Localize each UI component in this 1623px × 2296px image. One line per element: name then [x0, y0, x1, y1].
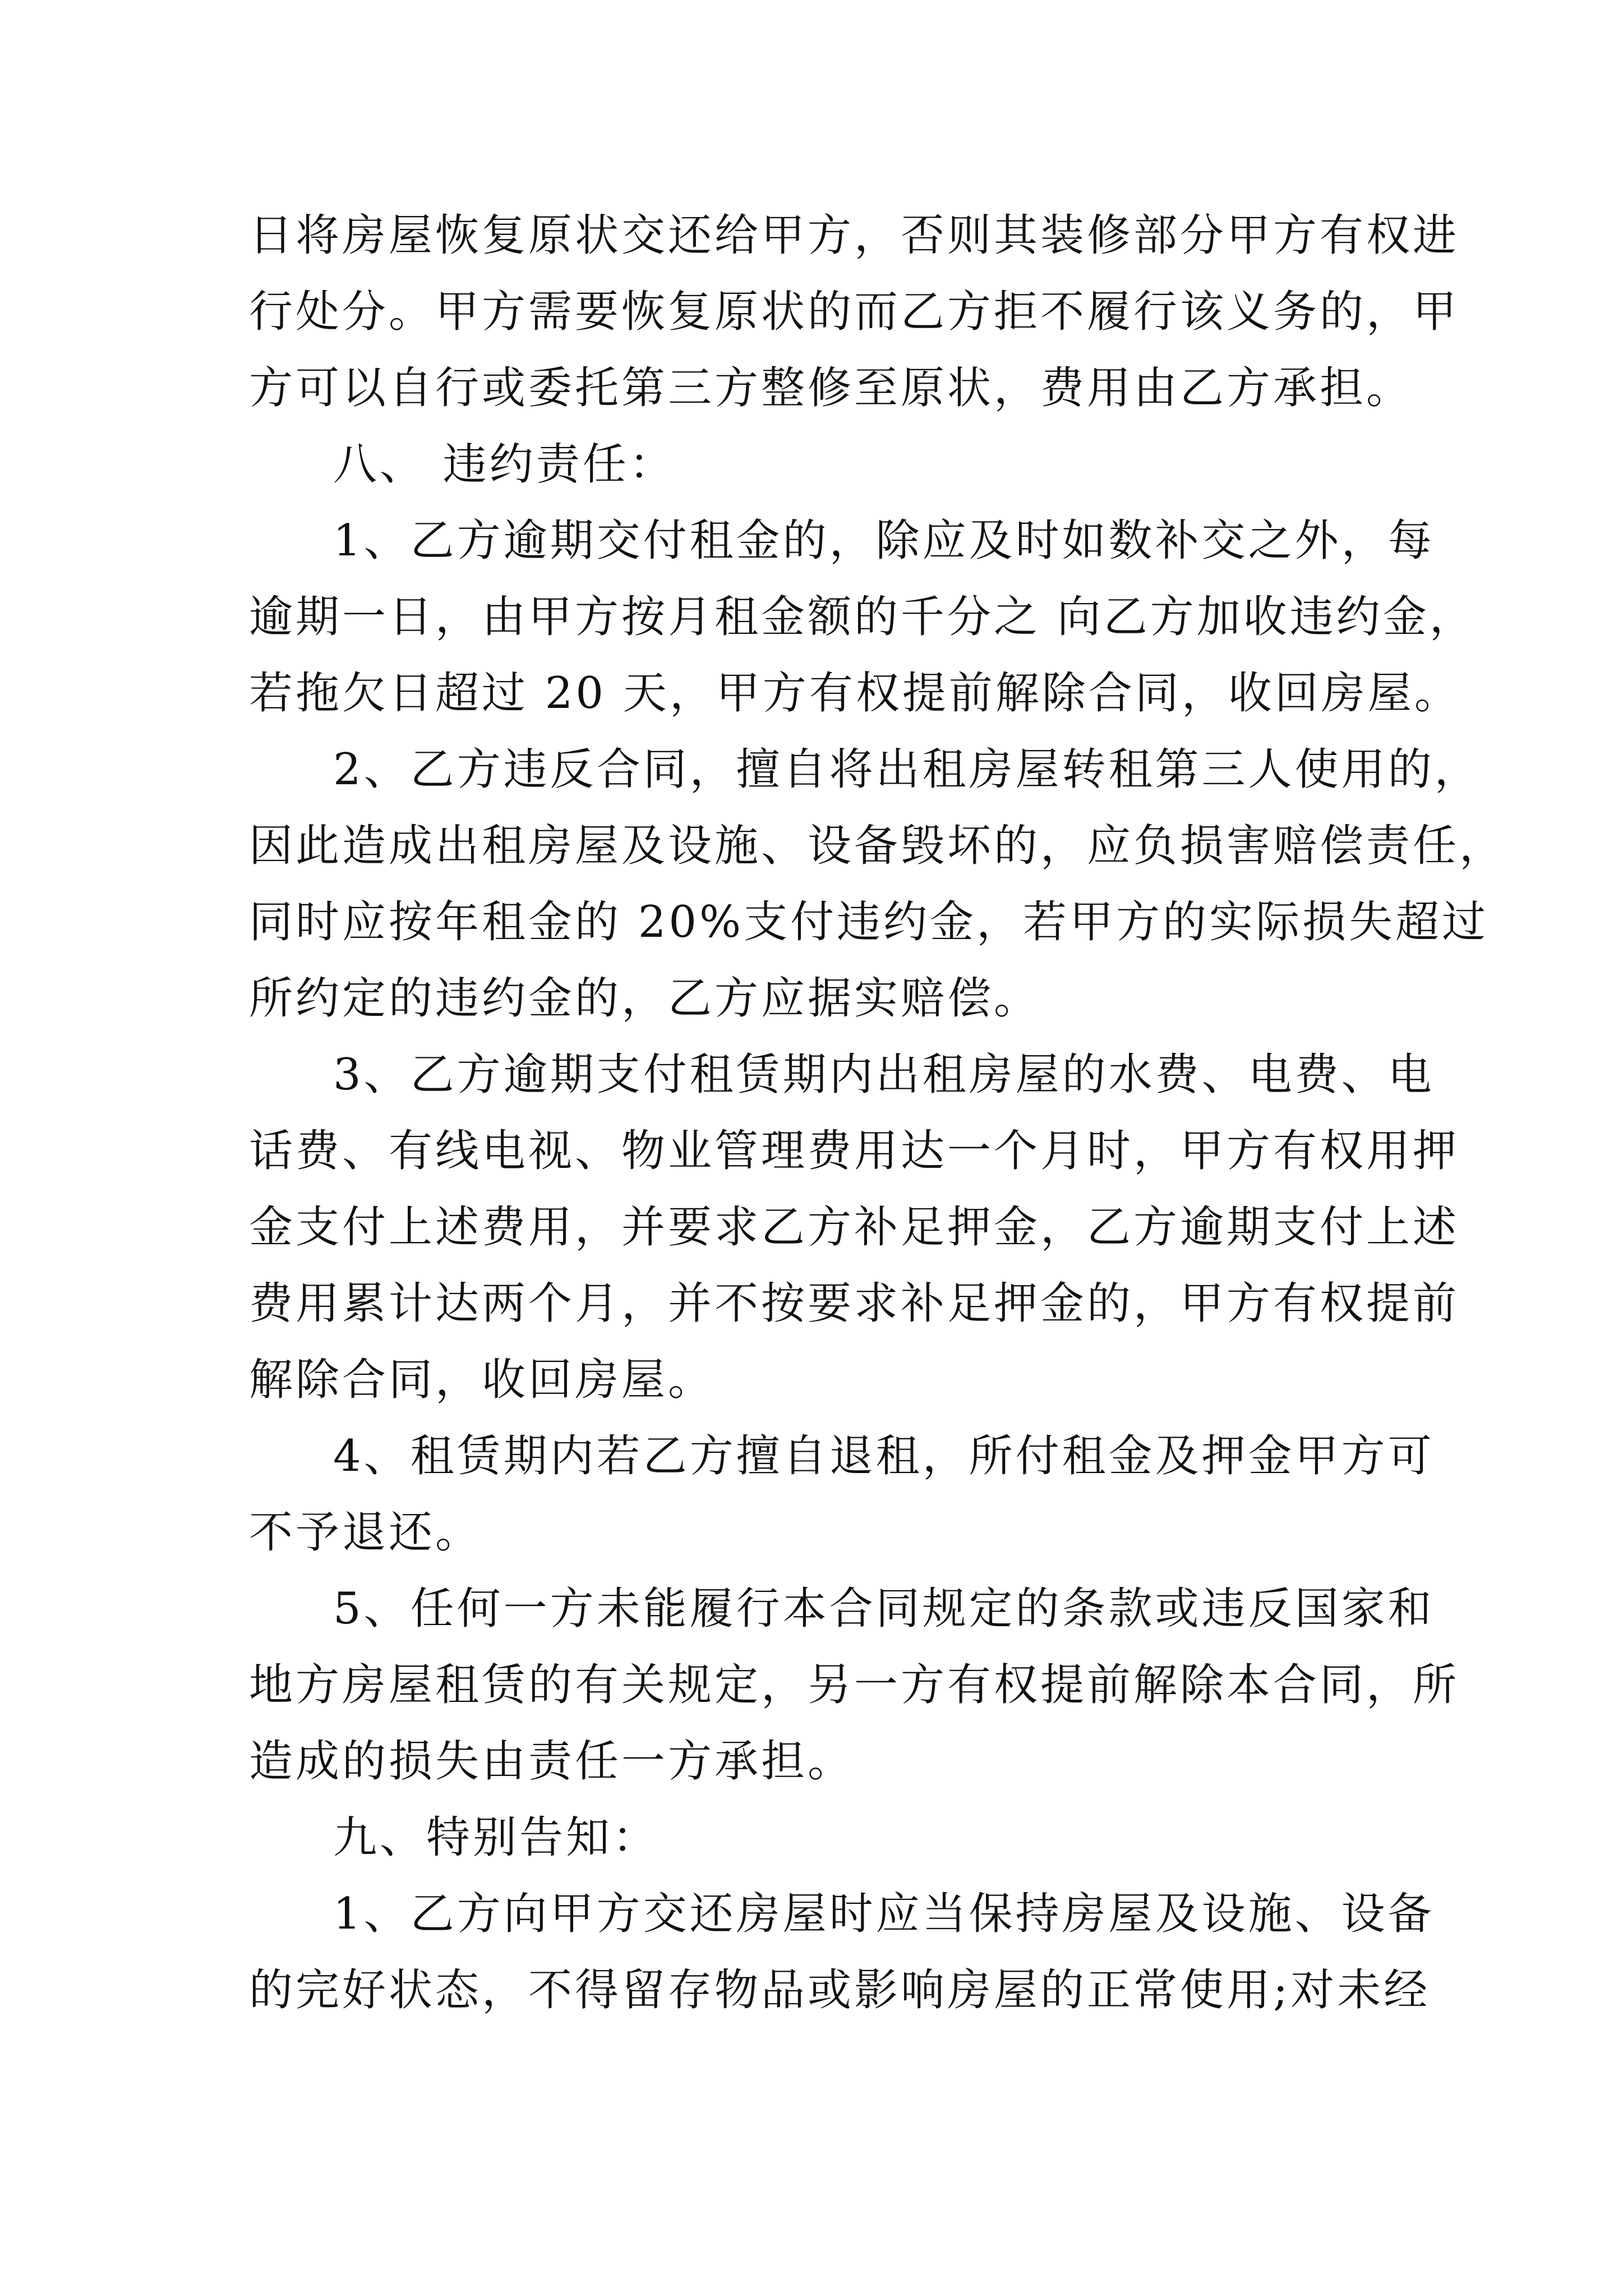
text-line: 4、租赁期内若乙方擅自退租，所付租金及押金甲方可 — [333, 1431, 1435, 1481]
section-heading-special-notice: 九、特别告知： — [333, 1812, 660, 1863]
text-line: 所约定的违约金的，乙方应据实赔偿。 — [249, 973, 1041, 1024]
text-line: 1、乙方向甲方交还房屋时应当保持房屋及设施、设备 — [333, 1889, 1435, 1939]
document-body — [249, 197, 1506, 2028]
text-line: 的完好状态，不得留存物品或影响房屋的正常使用;对未经 — [249, 1965, 1431, 2016]
text-line: 若拖欠日超过 20 天，甲方有权提前解除合同，收回房屋。 — [249, 668, 1461, 719]
text-line: 2、乙方违反合同，擅自将出租房屋转租第三人使用的， — [333, 744, 1481, 795]
text-line: 日将房屋恢复原状交还给甲方，否则其装修部分甲方有权进 — [249, 210, 1460, 261]
text-line: 地方房屋租赁的有关规定，另一方有权提前解除本合同，所 — [249, 1660, 1460, 1710]
text-line: 解除合同，收回房屋。 — [249, 1355, 715, 1405]
text-line: 3、乙方逾期支付租赁期内出租房屋的水费、电费、电 — [333, 1050, 1435, 1100]
text-line: 造成的损失由责任一方承担。 — [249, 1736, 855, 1787]
text-line: 金支付上述费用，并要求乙方补足押金，乙方逾期支付上述 — [249, 1202, 1460, 1253]
text-line: 1、乙方逾期交付租金的，除应及时如数补交之外，每 — [333, 516, 1435, 566]
text-line: 费用累计达两个月，并不按要求补足押金的，甲方有权提前 — [249, 1278, 1460, 1329]
text-line: 逾期一日，由甲方按月租金额的千分之 向乙方加收违约金， — [249, 592, 1476, 642]
text-line: 方可以自行或委托第三方整修至原状，费用由乙方承担。 — [249, 363, 1413, 413]
text-line: 不予退还。 — [249, 1507, 482, 1558]
text-line: 行处分。甲方需要恢复原状的而乙方拒不履行该义务的，甲 — [249, 287, 1460, 337]
text-line: 同时应按年租金的 20%支付违约金，若甲方的实际损失超过 — [249, 897, 1489, 947]
text-line: 因此造成出租房屋及设施、设备毁坏的，应负损害赔偿责任， — [249, 821, 1506, 871]
text-line: 话费、有线电视、物业管理费用达一个月时，甲方有权用押 — [249, 1126, 1460, 1176]
section-heading-breach-liability: 八、 违约责任： — [333, 439, 676, 490]
text-line: 5、任何一方未能履行本合同规定的条款或违反国家和 — [333, 1584, 1435, 1634]
